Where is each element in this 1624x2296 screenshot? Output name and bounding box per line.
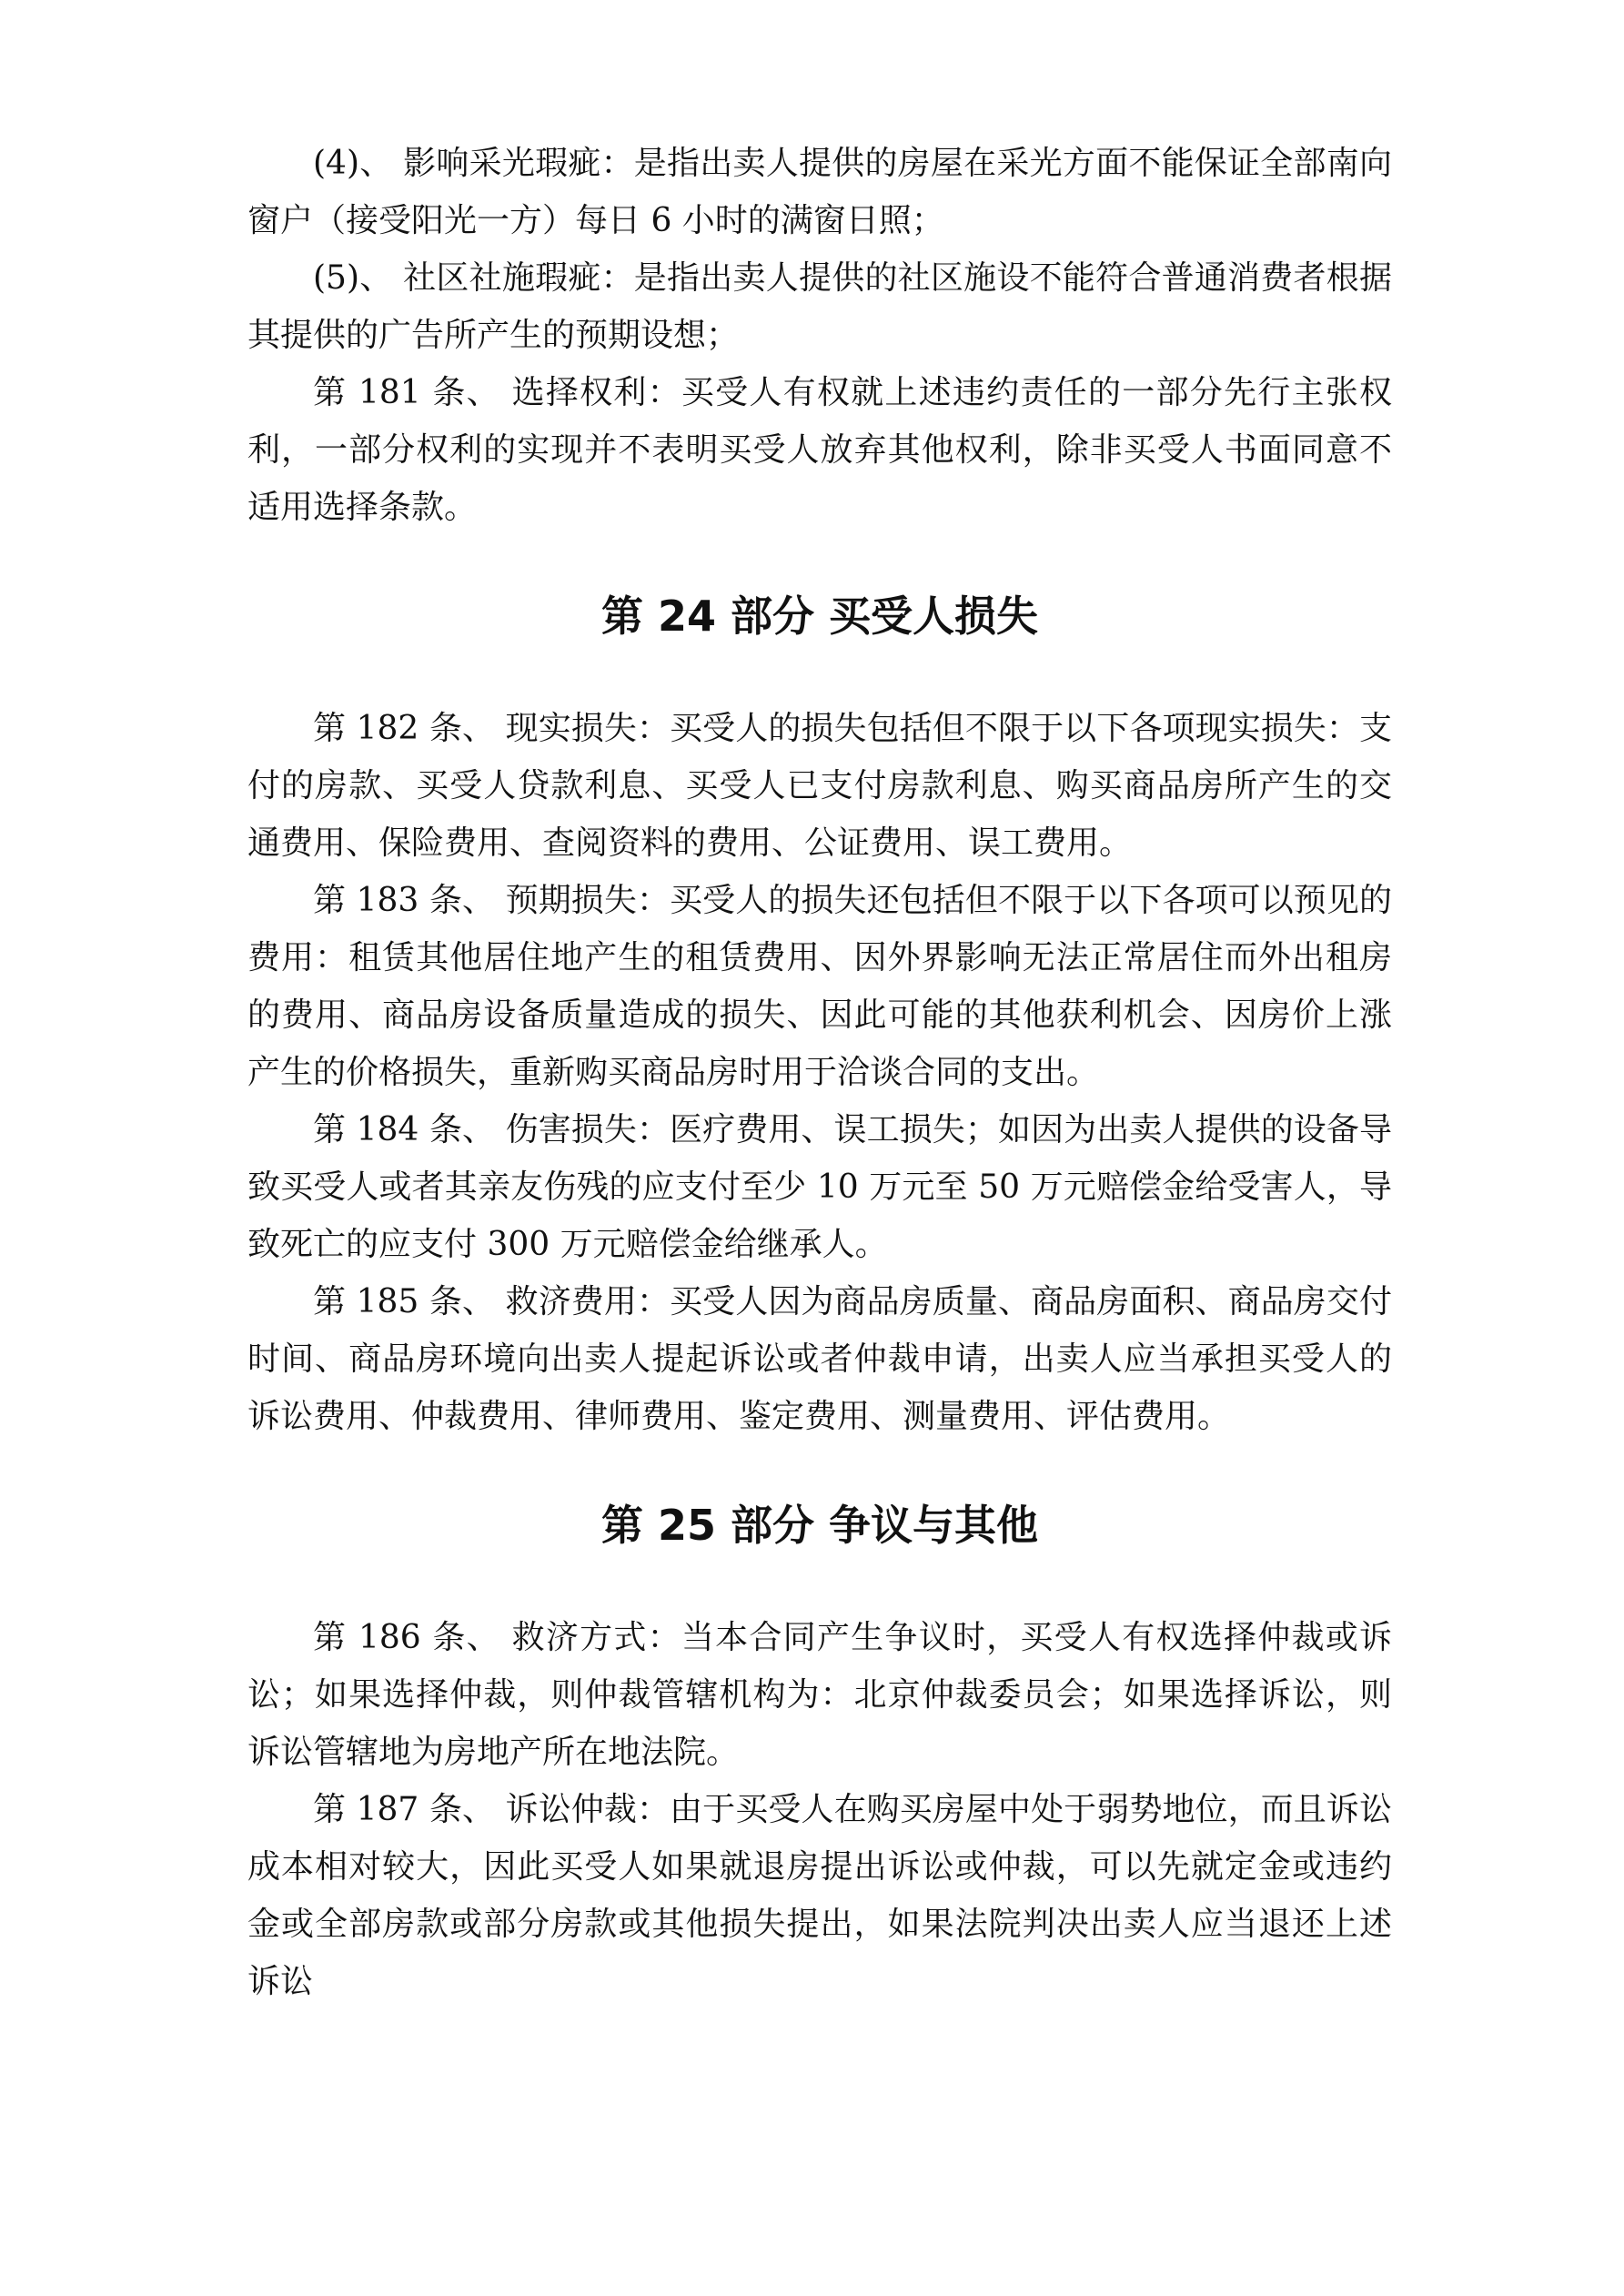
paragraph-article-186: 第 186 条、 救济方式：当本合同产生争议时，买受人有权选择仲裁或诉讼；如果选择仲裁，则仲裁管辖机构为：北京仲裁委员会；如果选择诉讼，则诉讼管辖地为房地产所在地法院。	[247, 1619, 1392, 1771]
document-body	[247, 135, 1392, 2010]
paragraph-item-4: (4)、 影响采光瑕疵：是指出卖人提供的房屋在采光方面不能保证全部南向窗户（接受阳光一方）每日 6 小时的满窗日照；	[247, 145, 1392, 239]
paragraph-article-181: 第 181 条、 选择权利：买受人有权就上述违约责任的一部分先行主张权利，一部分权利的实现并不表明买受人放弃其他权利，除非买受人书面同意不适用选择条款。	[247, 374, 1392, 526]
section-24-heading: 第 24 部分 买受人损失	[600, 592, 1039, 641]
paragraph-article-183: 第 183 条、 预期损失：买受人的损失还包括但不限于以下各项可以预见的费用：租赁其他居住地产生的租赁费用、因外界影响无法正常居住而外出租房的费用、商品房设备质量造成的损失、因此可能的其他获利机会、因房价上涨产生的价格损失，重新购买商品房时用于洽谈合同的支出。	[247, 882, 1392, 1091]
paragraph-article-184: 第 184 条、 伤害损失：医疗费用、误工损失；如因为出卖人提供的设备导致买受人或者其亲友伤残的应支付至少 10 万元至 50 万元赔偿金给受害人，导致死亡的应支付 300 万元赔偿金给继承人。	[247, 1111, 1392, 1263]
paragraph-article-182: 第 182 条、 现实损失：买受人的损失包括但不限于以下各项现实损失：支付的房款、买受人贷款利息、买受人已支付房款利息、购买商品房所产生的交通费用、保险费用、查阅资料的费用、公证费用、误工费用。	[247, 710, 1392, 862]
section-25-heading: 第 25 部分 争议与其他	[600, 1501, 1039, 1550]
paragraph-item-5: (5)、 社区社施瑕疵：是指出卖人提供的社区施设不能符合普通消费者根据其提供的广告所产生的预期设想；	[247, 259, 1392, 354]
paragraph-article-187: 第 187 条、 诉讼仲裁：由于买受人在购买房屋中处于弱势地位，而且诉讼成本相对较大，因此买受人如果就退房提出诉讼或仲裁，可以先就定金或违约金或全部房款或部分房款或其他损失提出，如果法院判决出卖人应当退还上述诉讼	[247, 1791, 1392, 2000]
paragraph-article-185: 第 185 条、 救济费用：买受人因为商品房质量、商品房面积、商品房交付时间、商品房环境向出卖人提起诉讼或者仲裁申请，出卖人应当承担买受人的诉讼费用、仲裁费用、律师费用、鉴定费用、测量费用、评估费用。	[247, 1283, 1392, 1435]
